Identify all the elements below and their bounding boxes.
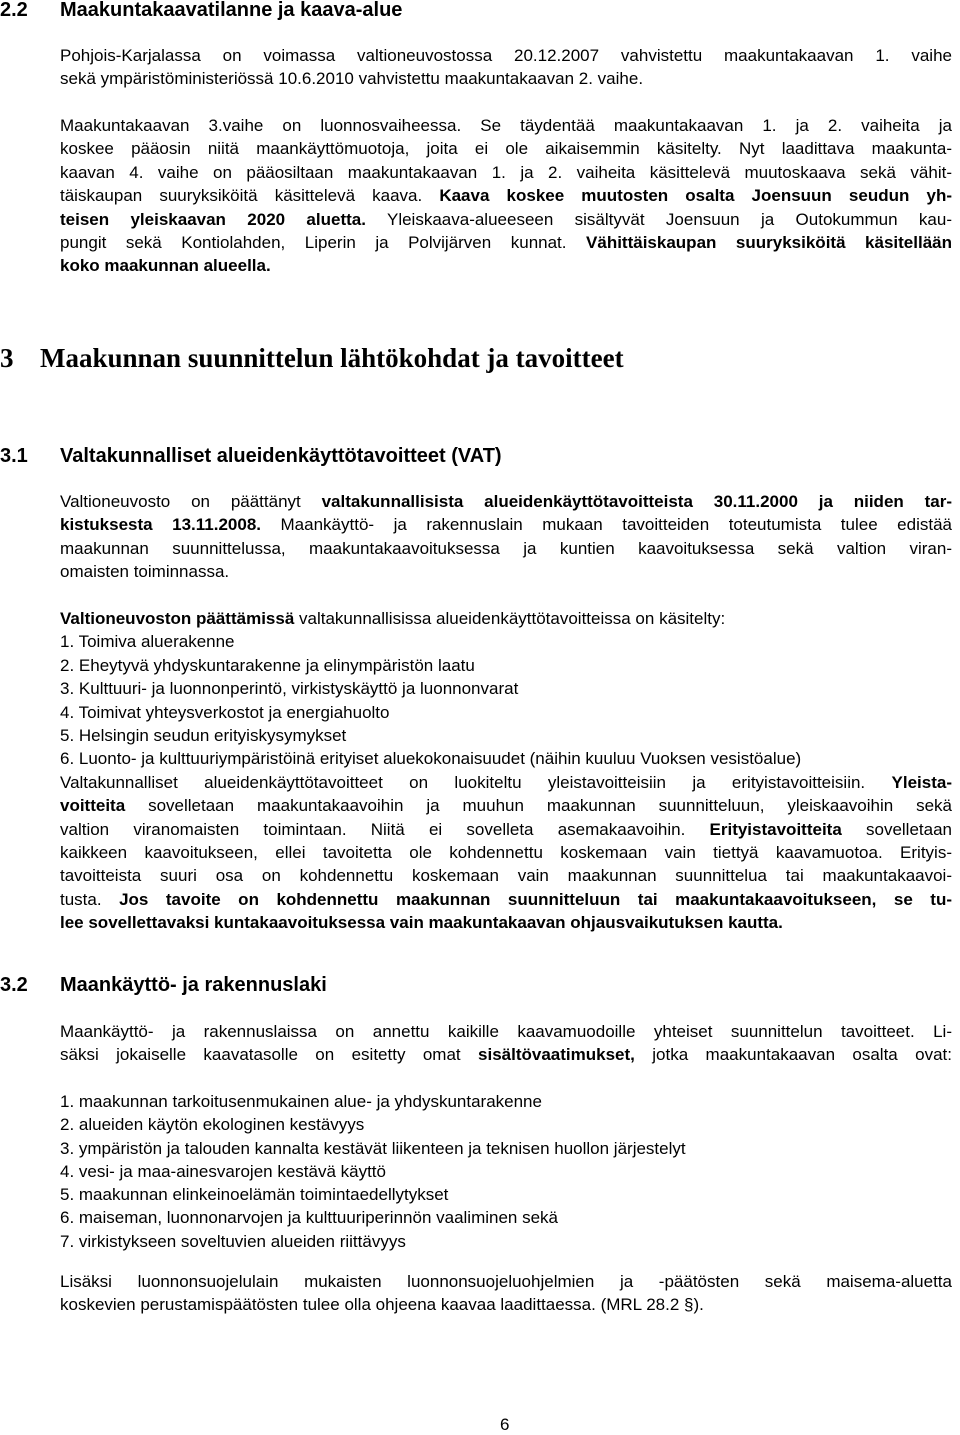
- list-item: 6. Luonto- ja kulttuuriympäristöinä erityiset aluekokonaisuudet (näihin kuuluu Vuoksen vesistöalue): [60, 749, 802, 769]
- section-number: 3.1: [0, 445, 28, 467]
- text-run: Yleiskaava-alueeseen sisältyvät Joensuun ja Outokummun kau-: [365, 209, 952, 229]
- text-run: valtakunnallisissa alueidenkäyttötavoitteissa on käsitelty:: [294, 609, 726, 628]
- list-item: 2. Eheytyvä yhdyskuntarakenne ja elinympäristön laatu: [60, 655, 475, 675]
- text-line: [60, 184, 952, 207]
- list-item: 1. Toimiva aluerakenne: [60, 632, 235, 652]
- text-line: [60, 771, 952, 794]
- requirements-list: [60, 1090, 686, 1253]
- text-line: [60, 490, 952, 513]
- paragraph-3-2-1: [60, 1020, 952, 1067]
- text-line: koskee pääosin niitä maankäyttömuotoja, joita ei ole aikaisemmin käsitelty. Nyt laadittava maakunta-: [60, 139, 952, 159]
- text-line: Pohjois-Karjalassa on voimassa valtioneuvostossa 20.12.2007 vahvistettu maakuntakaavan 1. vaihe: [60, 46, 952, 65]
- text-run-bold: valtakunnallisista alueidenkäyttötavoitteista 30.11.2000 ja niiden tar-: [321, 492, 952, 511]
- text-run-bold: Jos tavoite on kohdennettu maakunnan suunnitteluun tai maakuntakaavoitukseen, se tu-: [119, 889, 952, 909]
- text-run: Valtakunnalliset alueidenkäyttötavoitteet on luokiteltu yleistavoitteisiin ja erityistavoitteisiin.: [60, 772, 892, 792]
- text-run: tusta.: [60, 889, 120, 909]
- list-item: 5. Helsingin seudun erityiskysymykset: [60, 725, 347, 745]
- text-line: [60, 231, 952, 254]
- list-item: 3. Kulttuuri- ja luonnonperintö, virkistyskäyttö ja luonnonvarat: [60, 679, 519, 699]
- list-item: 5. maakunnan elinkeinoelämän toimintaedellytykset: [60, 1185, 449, 1205]
- text-line: [60, 513, 952, 536]
- text-run: pungit sekä Kontiolahden, Liperin ja Polvijärven kunnat.: [60, 232, 587, 252]
- text-run-bold: Kaava koskee muutosten osalta Joensuun seudun yh-: [439, 186, 952, 206]
- text-run-bold: Valtioneuvoston päättämissä: [60, 609, 295, 628]
- text-line: Maankäyttö- ja rakennuslaissa on annettu kaikille kaavamuodoille yhteiset suunnittelun tavoitteet. Li-: [60, 1022, 952, 1041]
- text-run-bold: voitteita: [60, 796, 126, 816]
- paragraph-2-2-1: [60, 44, 952, 91]
- text-line: [60, 818, 952, 841]
- list-item: 3. ympäristön ja talouden kannalta kestävät liikenteen ja teknisen huollon järjestelyt: [60, 1138, 686, 1158]
- list-item: 6. maiseman, luonnonarvojen ja kulttuuriperinnön vaaliminen sekä: [60, 1208, 559, 1228]
- list-item: 4. Toimivat yhteysverkostot ja energiahuolto: [60, 702, 390, 722]
- text-line: Maakuntakaavan 3.vaihe on luonnosvaiheessa. Se täydentää maakuntakaavan 1. ja 2. vaiheita ja: [60, 116, 952, 135]
- text-run-bold: kistuksesta 13.11.2008.: [60, 515, 261, 535]
- text-line: omaisten toiminnassa.: [60, 562, 230, 582]
- text-run-bold: Vähittäiskaupan suuryksiköitä käsitellään: [586, 232, 952, 252]
- section-title: Maankäyttö- ja rakennuslaki: [60, 974, 327, 996]
- text-line: kaikkeen kaavoitukseen, ellei tavoitetta ole kohdennettu koskemaan vain tiettyä kaavamuotoa. Erityis-: [60, 842, 952, 862]
- text-line: [60, 888, 952, 911]
- section-number: 3.2: [0, 974, 28, 996]
- section-heading-3-1: [0, 444, 502, 468]
- section-title: Valtakunnalliset alueidenkäyttötavoitteet (VAT): [60, 445, 502, 467]
- page-number: 6: [500, 1415, 510, 1434]
- text-run: Valtioneuvosto on päättänyt: [60, 492, 322, 511]
- paragraph-3-1-1: [60, 490, 952, 584]
- text-run: täiskaupan suuryksiköitä käsittelevä kaava.: [60, 186, 440, 206]
- text-run-bold: Erityistavoitteita: [709, 819, 842, 839]
- text-run: Maankäyttö- ja rakennuslain mukaan tavoitteiden toteutumista tulee edistää: [261, 515, 953, 535]
- text-run-bold: Yleista-: [891, 772, 952, 792]
- list-item: 1. maakunnan tarkoitusenmukainen alue- ja yhdyskuntarakenne: [60, 1092, 542, 1111]
- text-run-bold: koko maakunnan alueella.: [60, 256, 271, 276]
- list-item: 7. virkistykseen soveltuvien alueiden riittävyys: [60, 1231, 406, 1251]
- text-run-bold: lee sovellettavaksi kuntakaavoituksessa vain maakuntakaavan ohjausvaikutuksen kautta.: [60, 913, 783, 933]
- text-run: jotka maakuntakaavan osalta ovat:: [634, 1045, 953, 1065]
- text-run: valtion viranomaisten toimintaan. Niitä ei sovelleta asemakaavoihin.: [60, 819, 710, 839]
- section-title: Maakuntakaavatilanne ja kaava-alue: [60, 0, 403, 21]
- paragraph-2-2-2: [60, 114, 952, 278]
- section-number: 2.2: [0, 0, 28, 21]
- text-run: sovelletaan: [841, 819, 952, 839]
- text-line: sekä ympäristöministeriössä 10.6.2010 vahvistettu maakuntakaavan 2. vaihe.: [60, 69, 644, 89]
- paragraph-3-2-2: [60, 1270, 952, 1317]
- chapter-title: Maakunnan suunnittelun lähtökohdat ja tavoitteet: [40, 343, 624, 373]
- text-line: [60, 607, 952, 630]
- text-run: säksi jokaiselle kaavatasolle on esitetty omat: [60, 1045, 479, 1065]
- chapter-number: 3: [0, 343, 14, 373]
- section-heading-2-2: [0, 0, 402, 22]
- text-line: kaavan 4. vaihe on pääosiltaan maakuntakaavan 1. ja 2. vaiheita käsittelevä muutoskaava sekä vähit-: [60, 162, 952, 182]
- list-item: 4. vesi- ja maa-ainesvarojen kestävä käyttö: [60, 1161, 386, 1181]
- text-line: maakunnan suunnittelussa, maakuntakaavoituksessa ja kuntien kaavoituksessa sekä valtion viran-: [60, 538, 952, 558]
- text-line: koskevien perustamispäätösten tulee olla ohjeena kaavaa laadittaessa. (MRL 28.2 §).: [60, 1295, 704, 1315]
- text-line: [60, 208, 952, 231]
- text-line: [60, 1043, 952, 1066]
- text-line: Lisäksi luonnonsuojelulain mukaisten luonnonsuojeluohjelmien ja -päätösten sekä maisema-aluetta: [60, 1272, 952, 1291]
- text-line: [60, 794, 952, 817]
- paragraph-3-1-2: [60, 607, 952, 934]
- text-line: tavoitteista suuri osa on kohdennettu koskemaan vain maakunnan suunnittelua tai maakuntakaavoi-: [60, 866, 952, 886]
- text-line: [60, 911, 952, 934]
- list-item: 2. alueiden käytön ekologinen kestävyys: [60, 1115, 365, 1135]
- text-run-bold: teisen yleiskaavan 2020 aluetta.: [60, 209, 366, 229]
- text-run: sovelletaan maakuntakaavoihin ja muuhun maakunnan suunnitteluun, yleiskaavoihin sekä: [125, 796, 952, 816]
- section-heading-3-2: [0, 973, 327, 997]
- text-run-bold: sisältövaatimukset,: [478, 1045, 635, 1065]
- text-line: [60, 254, 952, 277]
- chapter-heading-3: [0, 342, 624, 374]
